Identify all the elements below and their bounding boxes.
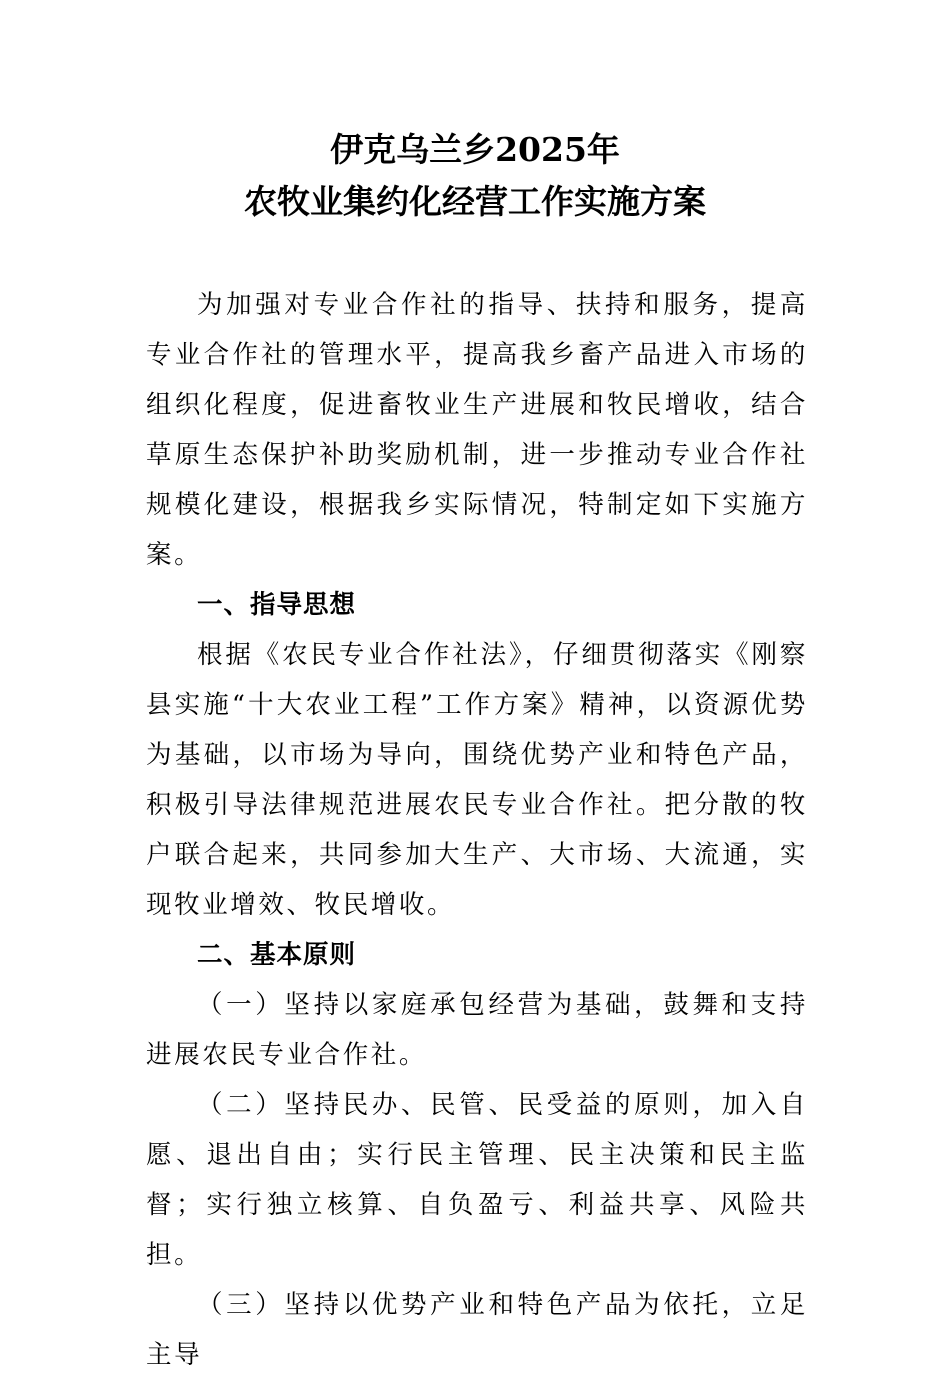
section-heading-basic-principles: 二、基本原则 (197, 940, 357, 970)
section-paragraph: 根据《农民专业合作社法》，仔细贯彻落实《刚察县实施“十大农业工程”工作方案》精神，以资源优势为基础，以市场为导向，围绕优势产业和特色产品，积极引导法律规范进展农民专业合作社。把分散的牧户联合起来，共同参加大生产、大市场、大流通，实现牧业增效、牧民增收。 (146, 640, 808, 920)
section-heading-guiding-ideology: 一、指导思想 (197, 590, 357, 620)
document-title-line-2: 农牧业集约化经营工作实施方案 (244, 182, 706, 221)
document-body (146, 280, 808, 1380)
section-paragraph: （二）坚持民办、民管、民受益的原则，加入自愿、退出自由；实行民主管理、民主决策和民主监督；实行独立核算、自负盈亏、利益共享、风险共担。 (146, 1090, 808, 1270)
section-paragraph: （三）坚持以优势产业和特色产品为依托，立足主导 (146, 1290, 808, 1370)
document-title-line-1: 伊克乌兰乡2025年 (330, 130, 620, 169)
section-paragraph: （一）坚持以家庭承包经营为基础，鼓舞和支持进展农民专业合作社。 (146, 990, 808, 1070)
intro-paragraph: 为加强对专业合作社的指导、扶持和服务，提高专业合作社的管理水平，提高我乡畜产品进入市场的组织化程度，促进畜牧业生产进展和牧民增收，结合草原生态保护补助奖励机制，进一步推动专业合作社规模化建设，根据我乡实际情况，特制定如下实施方案。 (146, 290, 808, 570)
